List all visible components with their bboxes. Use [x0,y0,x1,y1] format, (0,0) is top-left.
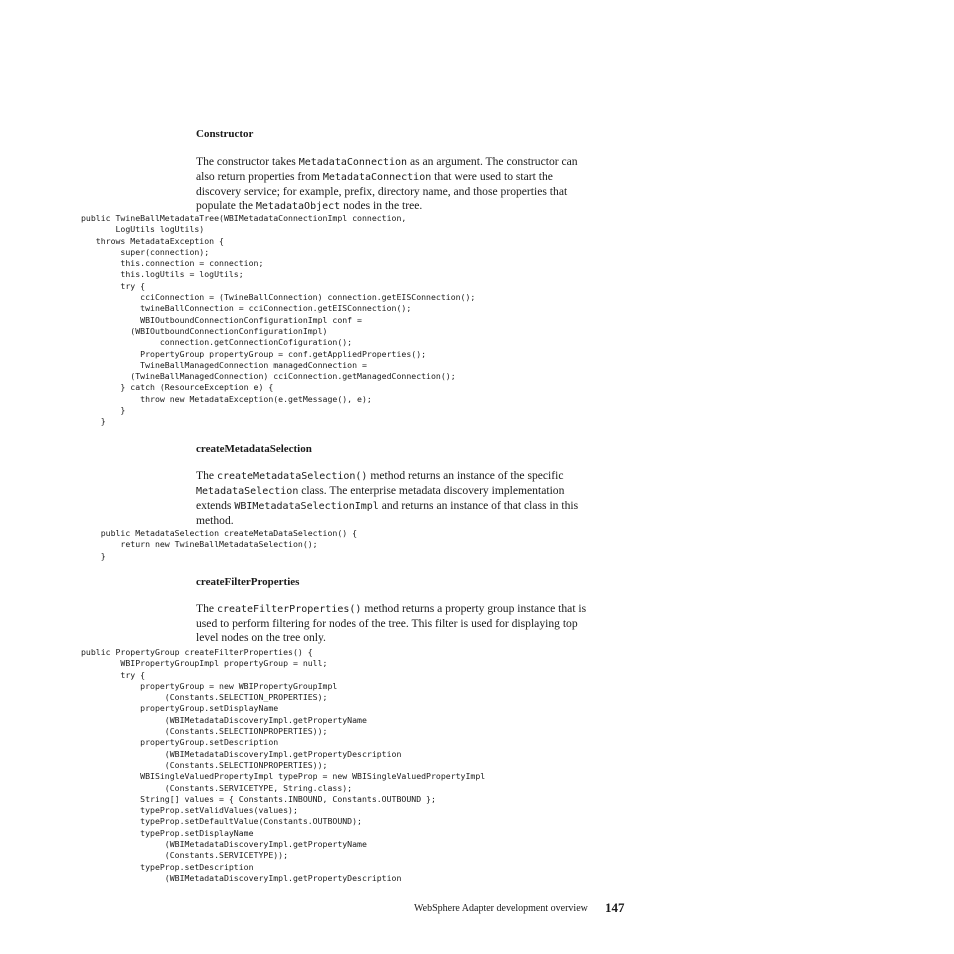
code-line: } [81,550,106,561]
paragraph-line [196,484,636,499]
text-run: The [196,469,217,482]
code-line: TwineBallManagedConnection managedConnection = [81,359,367,370]
code-line: throws MetadataException { [81,235,224,246]
section-heading-constructor: Constructor [196,128,254,140]
code-line: (Constants.SERVICETYPE, String.class); [81,782,353,793]
code-line: throw new MetadataException(e.getMessage(), e); [81,393,372,404]
paragraph-line [196,469,636,484]
text-run: method returns a property group instance that is [361,602,587,615]
text-run: The [196,602,217,615]
code-line: public PropertyGroup createFilterProperties() { [81,647,313,657]
code-line: (Constants.SELECTIONPROPERTIES)); [81,726,328,737]
section-paragraph-create-metadata-selection [196,469,636,528]
inline-code: createFilterProperties() [216,604,362,615]
text-run: extends [196,499,235,512]
code-line: super(connection); [81,246,210,257]
code-line: this.logUtils = logUtils; [81,269,244,280]
page-number: 147 [605,900,625,915]
code-block-constructor [81,213,475,428]
code-line: } [81,416,106,427]
text-run: The constructor takes [196,155,299,168]
text-run: as an argument. The constructor can [407,155,578,168]
code-block-create-filter-properties [81,647,485,884]
code-line: } [81,405,126,416]
paragraph-line [196,514,636,528]
text-run: discovery service; for example, prefix, directory name, and those properties that [196,185,568,198]
paragraph-line [196,499,636,514]
paragraph-line [196,185,636,199]
code-line: (WBIMetadataDiscoveryImpl.getPropertyName [81,839,367,850]
code-line: WBISingleValuedPropertyImpl typeProp = new WBISingleValuedPropertyImpl [81,771,486,782]
text-run: used to perform filtering for nodes of the tree. This filter is used for displaying top [196,617,578,630]
text-run: and returns an instance of that class in this [378,499,579,512]
code-line: typeProp.setDefaultValue(Constants.OUTBOUND); [81,816,362,827]
paragraph-line [196,617,636,631]
footer-title: WebSphere Adapter development overview [414,903,588,914]
inline-code: MetadataSelection [196,486,299,497]
text-run: that were used to start the [431,170,553,183]
code-line: WBIPropertyGroupImpl propertyGroup = null; [81,658,328,669]
text-run: also return properties from [196,170,323,183]
code-line: LogUtils logUtils) [81,224,205,235]
code-line: (WBIMetadataDiscoveryImpl.getPropertyDescription [81,748,402,759]
code-line: } catch (ResourceException e) { [81,382,274,393]
paragraph-line [196,631,636,645]
code-line: (WBIMetadataDiscoveryImpl.getPropertyName [81,714,367,725]
code-line: cciConnection = (TwineBallConnection) connection.getEISConnection(); [81,292,476,303]
code-line: propertyGroup = new WBIPropertyGroupImpl [81,680,338,691]
code-line: public MetadataSelection createMetaDataSelection() { [81,528,358,538]
text-run: method. [196,514,234,527]
code-line: return new TwineBallMetadataSelection(); [81,539,318,550]
code-line: propertyGroup.setDescription [81,737,279,748]
code-line: connection.getConnectionCofiguration(); [81,337,353,348]
code-line: (WBIMetadataDiscoveryImpl.getPropertyDescription [81,872,402,883]
paragraph-line [196,170,636,185]
code-line: public TwineBallMetadataTree(WBIMetadataConnectionImpl connection, [81,213,407,223]
code-line: try { [81,669,146,680]
inline-code: MetadataConnection [298,157,408,168]
code-line: WBIOutboundConnectionConfigurationImpl conf = [81,314,362,325]
code-line: typeProp.setDisplayName [81,827,254,838]
section-paragraph-constructor [196,155,636,214]
text-run: nodes in the tree. [340,199,423,212]
code-line: (WBIOutboundConnectionConfigurationImpl) [81,325,328,336]
text-run: class. The enterprise metadata discovery implementation [298,484,565,497]
code-line: typeProp.setValidValues(values); [81,805,298,816]
code-line: (Constants.SELECTION_PROPERTIES); [81,692,328,703]
code-line: (Constants.SELECTIONPROPERTIES)); [81,759,328,770]
code-line: PropertyGroup propertyGroup = conf.getAppliedProperties(); [81,348,427,359]
section-paragraph-create-filter-properties [196,602,636,645]
text-run: populate the [196,199,256,212]
paragraph-line [196,155,636,170]
code-line: String[] values = { Constants.INBOUND, Constants.OUTBOUND }; [81,793,436,804]
inline-code: MetadataObject [255,201,341,212]
code-line: twineBallConnection = cciConnection.getEISConnection(); [81,303,412,314]
text-run: level nodes on the tree only. [196,631,326,644]
code-line: typeProp.setDescription [81,861,254,872]
text-run: method returns an instance of the specific [367,469,564,482]
paragraph-line [196,199,636,214]
code-line: this.connection = connection; [81,258,264,269]
inline-code: createMetadataSelection() [216,471,368,482]
code-line: propertyGroup.setDisplayName [81,703,279,714]
inline-code: MetadataConnection [322,172,432,183]
code-block-create-metadata-selection [81,528,357,562]
paragraph-line [196,602,636,617]
code-line: (Constants.SERVICETYPE)); [81,850,289,861]
section-heading-create-filter-properties: createFilterProperties [196,576,300,588]
code-line: try { [81,280,146,291]
section-heading-create-metadata-selection: createMetadataSelection [196,443,312,455]
code-line: (TwineBallManagedConnection) cciConnection.getManagedConnection(); [81,371,456,382]
inline-code: WBIMetadataSelectionImpl [234,501,379,512]
